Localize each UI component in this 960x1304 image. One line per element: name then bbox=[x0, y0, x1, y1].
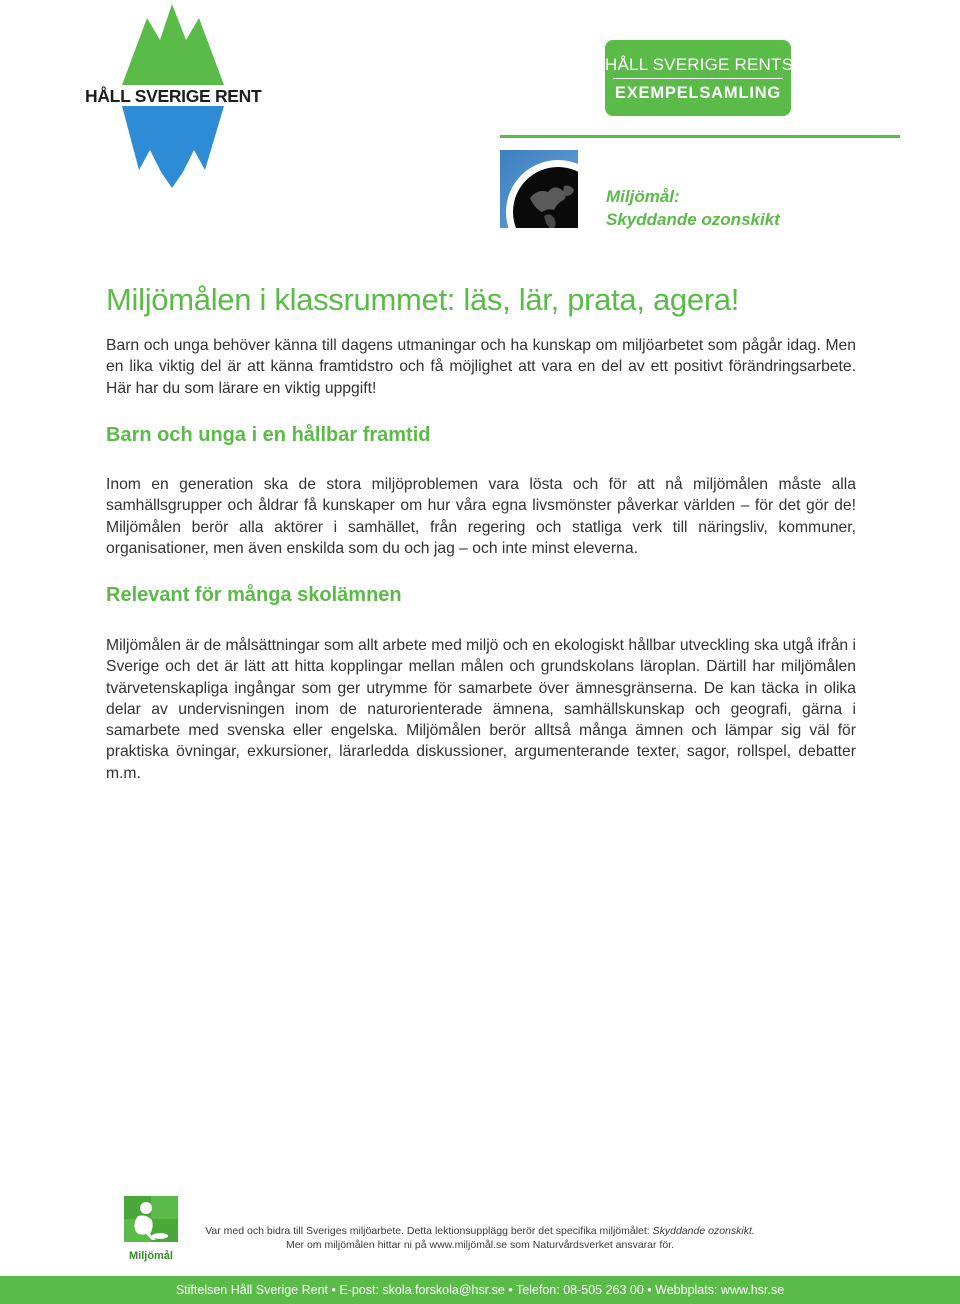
footer-note-goal: Skyddande ozonskikt. bbox=[652, 1225, 755, 1237]
goal-value: Skyddande ozonskikt bbox=[606, 210, 780, 229]
globe-picture bbox=[500, 150, 578, 228]
header-rule bbox=[500, 135, 900, 138]
goal-label: Miljömål: bbox=[606, 187, 680, 206]
footer-note bbox=[170, 1224, 790, 1252]
section-paragraph-future: Inom en generation ska de stora miljöproblemen vara lösta och för att nå miljömålen måste alla samhällsgrupper och åldrar få kunskaper om hur våra egna livsmönster påverkar världen – för det gör de! Miljömålen berör alla aktörer i samhället, från regering och statliga verk till näringsliv, kommuner, organisationer, men även enskilda som du och jag – och inte minst eleverna. bbox=[106, 476, 856, 557]
badge-divider bbox=[613, 78, 783, 79]
footer-contact: Stiftelsen Håll Sverige Rent • E-post: skola.forskola@hsr.se • Telefon: 08-505 263 00 • Webbplats: www.hsr.se bbox=[175, 1283, 785, 1297]
miljomal-logo-text: Miljömål bbox=[128, 1250, 174, 1262]
footer-note-prefix: Var med och bidra till Sveriges miljöarbete. Detta lektionsupplägg berör det specifika miljömålet: bbox=[205, 1225, 653, 1237]
footer-note-line1 bbox=[170, 1224, 790, 1238]
footer-bar bbox=[0, 1276, 960, 1304]
page-title: Miljömålen i klassrummet: läs, lär, prata, agera! bbox=[106, 282, 740, 317]
section-heading-future: Barn och unga i en hållbar framtid bbox=[106, 424, 431, 446]
logo-wordmark: HÅLL SVERIGE RENT bbox=[85, 86, 262, 106]
footer-note-line2: Mer om miljömålen hittar ni på www.miljömål.se som Naturvårdsverket ansvarar för. bbox=[285, 1239, 675, 1251]
collection-badge bbox=[605, 40, 794, 116]
badge-subtitle: EXEMPELSAMLING bbox=[614, 84, 782, 102]
section-paragraph-subjects: Miljömålen är de målsättningar som allt arbete med miljö och en ekologiskt hållbar utveckling ska utgå ifrån i Sverige och det är lätt att hitta kopplingar mellan målen och grundskolans läroplan. Därtill har miljömålen tvärvetenskapliga ingångar som ger utrymme för samarbete över ämnesgränserna. De kan täcka in olika delar av undervisningen inom de naturorienterade ämnena, samhällskunskap och geografi, gärna i samarbete med svenska eller engelska. Miljömålen berör alltså många ämnen och lämpar sig väl för praktiska övningar, exkursioner, lärarledda diskussioner, argumenterande texter, sagor, rollspel, debatter m.m. bbox=[106, 637, 856, 782]
badge-title: HÅLL SVERIGE RENTS bbox=[605, 55, 794, 74]
intro-paragraph: Barn och unga behöver känna till dagens utmaningar och ha kunskap om miljöarbetet som pågår idag. Men en lika viktig del är att känna framtidstro och få möjlighet att vara en del av ett positivt förändringsarbete. Här har du som lärare en viktig uppgift! bbox=[106, 337, 856, 397]
section-heading-subjects: Relevant för många skolämnen bbox=[106, 584, 402, 606]
